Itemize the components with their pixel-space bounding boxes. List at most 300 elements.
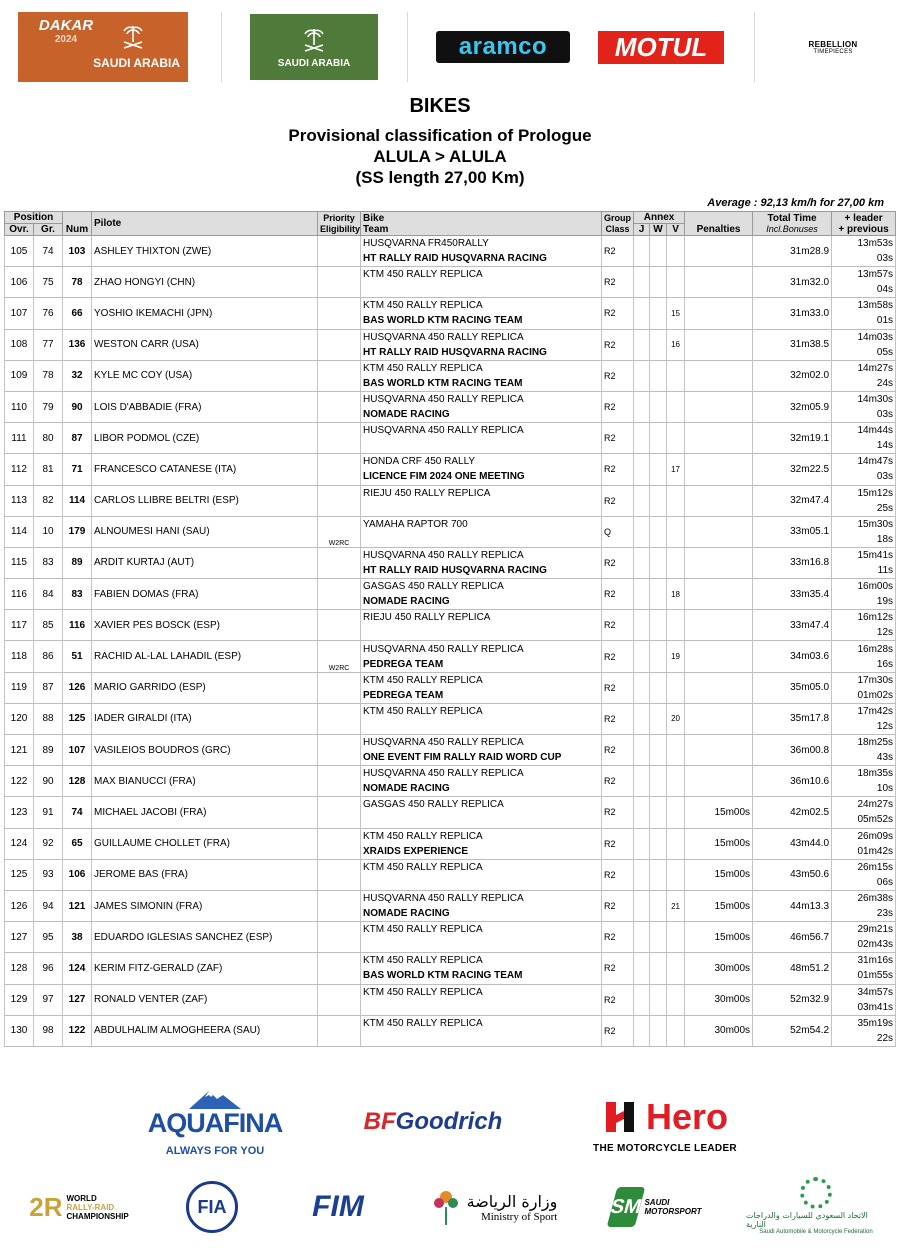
team-name: BAS WORLD KTM RACING TEAM [363, 377, 523, 389]
annex-v [667, 547, 685, 578]
gap-cell [832, 828, 896, 859]
annex-v: 15 [667, 298, 685, 329]
gap-to-previous: 24s [876, 377, 894, 389]
group-class-header: Group Class [602, 212, 634, 236]
gap-to-leader: 17m42s [857, 705, 894, 717]
dakar-saudi-arabia-logo: DAKAR 2024 SAUDI ARABIA [18, 12, 188, 82]
pilot-name: MARIO GARRIDO (ESP) [92, 672, 318, 703]
gap-to-leader: 16m00s [857, 581, 894, 593]
total-time: 32m02.0 [753, 360, 832, 391]
bike-model: KTM 450 RALLY REPLICA [363, 861, 483, 873]
annex-v [667, 360, 685, 391]
bike-number: 107 [63, 735, 92, 766]
bike-number: 136 [63, 329, 92, 360]
table-row [5, 423, 896, 454]
total-time: 43m50.6 [753, 859, 832, 890]
pilot-name: JEROME BAS (FRA) [92, 859, 318, 890]
team-name: XRAIDS EXPERIENCE [363, 845, 469, 857]
bike-team-cell [361, 953, 602, 984]
annex-j [634, 360, 650, 391]
divider [221, 12, 222, 82]
annex-j [634, 797, 650, 828]
gap-to-previous: 01m55s [857, 970, 894, 982]
overall-position: 118 [5, 641, 34, 672]
bike-team-cell [361, 984, 602, 1015]
annex-v-header: V [667, 224, 685, 236]
team-name: NOMADE RACING [363, 783, 450, 795]
table-row [5, 485, 896, 516]
divider [754, 12, 755, 82]
bike-model: HUSQVARNA 450 RALLY REPLICA [363, 737, 524, 749]
gap-to-previous: 22s [876, 1032, 894, 1044]
gap-cell [832, 360, 896, 391]
annex-v [667, 516, 685, 547]
annex-v [667, 797, 685, 828]
bike-number: 83 [63, 579, 92, 610]
priority-eligibility [318, 859, 361, 890]
annex-w [650, 423, 667, 454]
priority-eligibility [318, 485, 361, 516]
team-name [363, 502, 599, 515]
table-row [5, 672, 896, 703]
fia-logo: FIA [182, 1182, 242, 1232]
total-time: 35m05.0 [753, 672, 832, 703]
annex-v [667, 267, 685, 298]
pilot-name: IADER GIRALDI (ITA) [92, 703, 318, 734]
bike-number: 121 [63, 890, 92, 921]
total-time: 36m00.8 [753, 735, 832, 766]
group-class: R2 [602, 391, 634, 422]
total-time: 31m38.5 [753, 329, 832, 360]
group-position: 74 [34, 236, 63, 267]
group-position: 79 [34, 391, 63, 422]
penalty [685, 672, 753, 703]
pilot-name: MICHAEL JACOBI (FRA) [92, 797, 318, 828]
overall-position: 112 [5, 454, 34, 485]
group-position: 96 [34, 953, 63, 984]
overall-position: 109 [5, 360, 34, 391]
bike-model: KTM 450 RALLY REPLICA [363, 674, 483, 686]
annex-v [667, 859, 685, 890]
bike-model: RIEJU 450 RALLY REPLICA [363, 487, 491, 499]
bike-number: 126 [63, 672, 92, 703]
bike-team-cell [361, 516, 602, 547]
annex-j [634, 267, 650, 298]
bike-team-cell [361, 485, 602, 516]
group-class: R2 [602, 828, 634, 859]
annex-v [667, 828, 685, 859]
overall-position: 116 [5, 579, 34, 610]
bike-model: HONDA CRF 450 RALLY [363, 456, 476, 468]
gap-to-previous: 23s [876, 908, 894, 920]
group-class: R2 [602, 984, 634, 1015]
pilote-header: Pilote [92, 212, 318, 236]
pilot-name: LOIS D'ABBADIE (FRA) [92, 391, 318, 422]
bike-model: HUSQVARNA 450 RALLY REPLICA [363, 893, 524, 905]
gap-cell [832, 329, 896, 360]
total-time: 32m05.9 [753, 391, 832, 422]
bike-model: KTM 450 RALLY REPLICA [363, 705, 483, 717]
group-position: 95 [34, 922, 63, 953]
penalty [685, 516, 753, 547]
group-position: 81 [34, 454, 63, 485]
annex-w [650, 859, 667, 890]
gap-to-previous: 25s [876, 502, 894, 514]
penalty [685, 391, 753, 422]
results-table [4, 211, 896, 1047]
annex-w [650, 735, 667, 766]
annex-w [650, 703, 667, 734]
annex-v: 16 [667, 329, 685, 360]
gap-to-leader: 13m53s [857, 238, 894, 250]
total-time: 36m10.6 [753, 766, 832, 797]
bfgoodrich-logo: BFGoodrich [363, 1108, 503, 1135]
annex-w [650, 579, 667, 610]
pilot-name: CARLOS LLIBRE BELTRI (ESP) [92, 485, 318, 516]
pilot-name: XAVIER PES BOSCK (ESP) [92, 610, 318, 641]
motul-logo: MOTUL [598, 31, 724, 64]
penalty: 30m00s [685, 984, 753, 1015]
group-position: 78 [34, 360, 63, 391]
bike-team-cell [361, 236, 602, 267]
gap-to-previous: 03s [876, 471, 894, 483]
group-class: R2 [602, 547, 634, 578]
gap-to-leader: 35m19s [857, 1017, 894, 1029]
gap-to-leader: 17m30s [857, 674, 894, 686]
team-name [363, 1032, 599, 1045]
pilot-name: LIBOR PODMOL (CZE) [92, 423, 318, 454]
team-name [363, 283, 599, 296]
group-class: R2 [602, 953, 634, 984]
group-position: 90 [34, 766, 63, 797]
bike-team-cell [361, 610, 602, 641]
priority-eligibility [318, 547, 361, 578]
group-position: 77 [34, 329, 63, 360]
team-name: PEDREGA TEAM [363, 658, 444, 670]
overall-position: 108 [5, 329, 34, 360]
team-name: ONE EVENT FIM RALLY RAID WORD CUP [363, 752, 562, 764]
gap-to-previous: 43s [876, 752, 894, 764]
palm-swords-icon [118, 22, 148, 52]
hero-logo: Hero THE MOTORCYCLE LEADER [593, 1095, 737, 1154]
bike-team-cell [361, 1015, 602, 1046]
bike-team-cell [361, 766, 602, 797]
gap-to-leader: 15m30s [857, 518, 894, 530]
gap-to-leader: 14m30s [857, 394, 894, 406]
results-body [5, 236, 896, 1047]
total-time: 43m44.0 [753, 828, 832, 859]
pilot-name: EDUARDO IGLESIAS SANCHEZ (ESP) [92, 922, 318, 953]
group-class: R2 [602, 859, 634, 890]
annex-j [634, 859, 650, 890]
route-title: ALULA > ALULA [373, 147, 507, 166]
table-row [5, 454, 896, 485]
team-name [363, 938, 599, 951]
gap-cell [832, 766, 896, 797]
overall-position: 123 [5, 797, 34, 828]
group-class: R2 [602, 360, 634, 391]
overall-position: 105 [5, 236, 34, 267]
group-class: R2 [602, 735, 634, 766]
penalty [685, 703, 753, 734]
table-row [5, 391, 896, 422]
gap-cell [832, 610, 896, 641]
annex-j [634, 766, 650, 797]
pilot-name: FRANCESCO CATANESE (ITA) [92, 454, 318, 485]
overall-position: 113 [5, 485, 34, 516]
priority-eligibility [318, 236, 361, 267]
group-class: R2 [602, 423, 634, 454]
gap-cell [832, 485, 896, 516]
annex-v [667, 423, 685, 454]
priority-eligibility [318, 1015, 361, 1046]
bike-model: KTM 450 RALLY REPLICA [363, 924, 483, 936]
penalty [685, 236, 753, 267]
overall-position: 114 [5, 516, 34, 547]
total-time: 33m16.8 [753, 547, 832, 578]
bike-number: 124 [63, 953, 92, 984]
priority-eligibility [318, 984, 361, 1015]
annex-v [667, 391, 685, 422]
group-position: 83 [34, 547, 63, 578]
gap-cell [832, 984, 896, 1015]
overall-position: 125 [5, 859, 34, 890]
total-time: 34m03.6 [753, 641, 832, 672]
priority-eligibility: W2RC [318, 641, 361, 672]
bike-team-cell [361, 859, 602, 890]
group-position: 93 [34, 859, 63, 890]
aramco-logo: aramco [436, 31, 570, 63]
overall-position: 122 [5, 766, 34, 797]
group-class: R2 [602, 610, 634, 641]
penalty [685, 454, 753, 485]
hero-h-icon [602, 1098, 640, 1136]
penalty: 30m00s [685, 1015, 753, 1046]
bike-team-cell [361, 890, 602, 921]
bike-number: 127 [63, 984, 92, 1015]
total-time: 33m35.4 [753, 579, 832, 610]
gap-cell [832, 922, 896, 953]
flower-emblem-icon [431, 1187, 461, 1227]
group-position: 80 [34, 423, 63, 454]
bike-number: 65 [63, 828, 92, 859]
priority-eligibility [318, 797, 361, 828]
group-position: 84 [34, 579, 63, 610]
annex-w [650, 516, 667, 547]
team-name [363, 720, 599, 733]
gap-to-previous: 03s [876, 409, 894, 421]
annex-j [634, 672, 650, 703]
annex-v [667, 1015, 685, 1046]
total-time: 52m54.2 [753, 1015, 832, 1046]
header-row-1 [5, 212, 896, 224]
palm-swords-icon [299, 25, 329, 55]
annex-v [667, 672, 685, 703]
gap-cell [832, 267, 896, 298]
priority-eligibility [318, 298, 361, 329]
category-title: BIKES [409, 95, 471, 117]
gap-cell [832, 859, 896, 890]
annex-j [634, 922, 650, 953]
average-speed: Average : 92,13 km/h for 27,00 km [707, 197, 884, 209]
gap-to-previous: 01m42s [857, 845, 894, 857]
group-position: 82 [34, 485, 63, 516]
team-name [363, 626, 599, 639]
pilot-name: JAMES SIMONIN (FRA) [92, 890, 318, 921]
bike-team-cell [361, 735, 602, 766]
gap-cell [832, 890, 896, 921]
annex-w [650, 984, 667, 1015]
priority-eligibility [318, 735, 361, 766]
pilot-name: VASILEIOS BOUDROS (GRC) [92, 735, 318, 766]
gap-cell [832, 423, 896, 454]
saudi-arabia-logo: SAUDI ARABIA [250, 14, 378, 80]
gap-to-previous: 14s [876, 440, 894, 452]
annex-w [650, 267, 667, 298]
annex-v [667, 953, 685, 984]
annex-j [634, 1015, 650, 1046]
bike-model: HUSQVARNA 450 RALLY REPLICA [363, 643, 524, 655]
bike-team-cell [361, 423, 602, 454]
table-row [5, 797, 896, 828]
total-time: 32m22.5 [753, 454, 832, 485]
penalty [685, 610, 753, 641]
bike-number: 89 [63, 547, 92, 578]
gap-to-leader: 13m58s [857, 300, 894, 312]
bike-model: RIEJU 450 RALLY REPLICA [363, 612, 491, 624]
gap-to-previous: 04s [876, 284, 894, 296]
gap-to-previous: 11s [877, 564, 894, 576]
team-name: HT RALLY RAID HUSQVARNA RACING [363, 564, 547, 576]
group-class: R2 [602, 1015, 634, 1046]
total-time: 42m02.5 [753, 797, 832, 828]
mountain-icon [185, 1089, 245, 1109]
group-position: 75 [34, 267, 63, 298]
fim-logo: FIM [312, 1190, 364, 1223]
gap-cell [832, 298, 896, 329]
pilot-name: ABDULHALIM ALMOGHEERA (SAU) [92, 1015, 318, 1046]
overall-position: 107 [5, 298, 34, 329]
annex-j [634, 236, 650, 267]
penalty [685, 735, 753, 766]
total-time: 33m47.4 [753, 610, 832, 641]
samf-logo: الاتحاد السعودي للسيارات والدراجات النارية Saudi Automobile & Motorcycle Federation [746, 1176, 886, 1236]
annex-j [634, 610, 650, 641]
annex-w [650, 547, 667, 578]
gap-to-previous: 18s [876, 533, 894, 545]
annex-w [650, 890, 667, 921]
team-name: NOMADE RACING [363, 409, 450, 421]
annex-w [650, 1015, 667, 1046]
priority-eligibility [318, 267, 361, 298]
team-name [363, 1001, 599, 1014]
gap-cell [832, 641, 896, 672]
gap-cell [832, 797, 896, 828]
gap-to-previous: 03s [876, 253, 894, 265]
gap-cell [832, 735, 896, 766]
annex-v: 17 [667, 454, 685, 485]
team-name [363, 533, 599, 546]
group-class: Q [602, 516, 634, 547]
table-row [5, 828, 896, 859]
priority-eligibility [318, 953, 361, 984]
gap-header: + leader + previous [832, 212, 896, 236]
bike-team-cell [361, 360, 602, 391]
table-row [5, 1015, 896, 1046]
priority-eligibility [318, 454, 361, 485]
annex-j-header: J [634, 224, 650, 236]
bike-model: KTM 450 RALLY REPLICA [363, 269, 483, 281]
group-class: R2 [602, 267, 634, 298]
annex-j [634, 735, 650, 766]
annex-v [667, 766, 685, 797]
annex-j [634, 298, 650, 329]
logo-bar [0, 0, 900, 90]
bike-number: 51 [63, 641, 92, 672]
total-time: 32m47.4 [753, 485, 832, 516]
bike-model: HUSQVARNA 450 RALLY REPLICA [363, 768, 524, 780]
priority-eligibility [318, 922, 361, 953]
annex-v [667, 236, 685, 267]
group-class: R2 [602, 766, 634, 797]
team-name [363, 813, 599, 826]
priority-eligibility [318, 360, 361, 391]
table-row [5, 298, 896, 329]
penalty [685, 298, 753, 329]
table-row [5, 547, 896, 578]
gr-header: Gr. [34, 224, 63, 236]
group-position: 91 [34, 797, 63, 828]
penalties-header: Penalties [685, 212, 753, 236]
penalty [685, 267, 753, 298]
bike-model: KTM 450 RALLY REPLICA [363, 986, 483, 998]
bike-team-cell [361, 828, 602, 859]
team-name [363, 439, 599, 452]
annex-w [650, 236, 667, 267]
bike-model: KTM 450 RALLY REPLICA [363, 955, 483, 967]
group-position: 94 [34, 890, 63, 921]
penalty: 30m00s [685, 953, 753, 984]
pilot-name: ZHAO HONGYI (CHN) [92, 267, 318, 298]
gap-to-leader: 14m44s [857, 425, 894, 437]
priority-eligibility [318, 703, 361, 734]
position-header: Position [5, 212, 63, 224]
priority-eligibility [318, 423, 361, 454]
gap-to-leader: 18m25s [857, 737, 894, 749]
gap-to-previous: 02m43s [857, 939, 894, 951]
group-position: 92 [34, 828, 63, 859]
annex-header: Annex [634, 212, 685, 224]
bike-number: 66 [63, 298, 92, 329]
gap-to-previous: 05m52s [857, 814, 894, 826]
annex-w [650, 953, 667, 984]
bike-number: 90 [63, 391, 92, 422]
pilot-name: FABIEN DOMAS (FRA) [92, 579, 318, 610]
annex-j [634, 516, 650, 547]
group-class: R2 [602, 454, 634, 485]
penalty [685, 360, 753, 391]
group-class: R2 [602, 890, 634, 921]
penalty [685, 579, 753, 610]
group-position: 87 [34, 672, 63, 703]
table-row [5, 360, 896, 391]
gap-to-leader: 24m27s [857, 799, 894, 811]
bike-number: 128 [63, 766, 92, 797]
annex-w [650, 391, 667, 422]
num-header: Num [63, 212, 92, 236]
group-position: 86 [34, 641, 63, 672]
overall-position: 124 [5, 828, 34, 859]
